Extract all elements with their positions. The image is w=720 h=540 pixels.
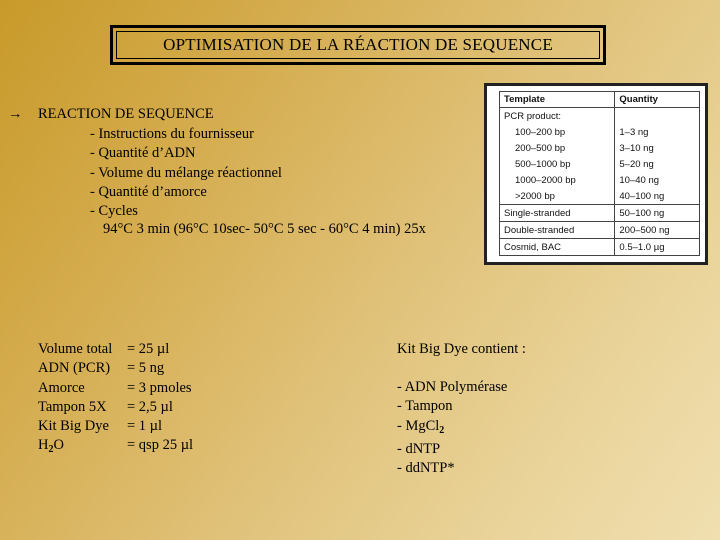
list-item: - Quantité d’ADN (90, 145, 196, 162)
table-cell: 40–100 ng (615, 188, 700, 205)
cycles-detail: 94°C 3 min (96°C 10sec- 50°C 5 sec - 60°C 4 min) 25x (103, 221, 426, 237)
volume-label: Kit Big Dye (38, 418, 109, 435)
table-cell: >2000 bp (500, 188, 615, 205)
volume-value: = 25 µl (127, 341, 170, 357)
volume-row (38, 417, 193, 436)
table-cell: 50–100 ng (615, 205, 700, 222)
volume-list (38, 340, 193, 460)
volume-value: = 5 ng (127, 360, 165, 377)
table-cell: 1000–2000 bp (500, 172, 615, 188)
table-cell: Single-stranded (500, 205, 615, 222)
table-header-row (500, 92, 700, 108)
volume-label: ADN (PCR) (38, 360, 111, 377)
table-row (500, 108, 700, 125)
template-table-image (484, 83, 708, 265)
table-cell: PCR product: (500, 108, 615, 125)
table-cell: Double-stranded (500, 222, 615, 239)
table-cell: 100–200 bp (500, 124, 615, 140)
volume-label: Amorce (38, 379, 85, 396)
table-cell: Cosmid, BAC (500, 239, 615, 256)
table-row (500, 156, 700, 172)
section-heading-text: REACTION DE SEQUENCE (38, 106, 214, 122)
list-item: - Volume du mélange réactionnel (90, 164, 282, 181)
water-label: $H_2O$ (38, 437, 64, 456)
table-header: Quantity (615, 92, 700, 108)
list-item: - dNTP (397, 440, 441, 457)
volume-row-water (38, 436, 193, 459)
table-row (500, 124, 700, 140)
table-cell: 0.5–1.0 µg (615, 239, 700, 256)
table-row (500, 239, 700, 256)
table-cell: 5–20 ng (615, 156, 700, 172)
volume-row (38, 398, 193, 417)
volume-value: = 1 µl (127, 418, 163, 435)
volume-label: Volume total (38, 341, 113, 357)
list-item-mgcl2: - MgCl$_2$ (397, 417, 445, 436)
list-item: - Cycles (90, 203, 138, 220)
kit-contents (397, 378, 507, 478)
table-cell: 200–500 bp (500, 140, 615, 156)
table-cell: 500–1000 bp (500, 156, 615, 172)
table-cell: 1–3 ng (615, 124, 700, 140)
section-heading (8, 106, 214, 123)
table-row (500, 172, 700, 188)
volume-value: = 2,5 µl (127, 398, 173, 415)
list-item: - Quantité d’amorce (90, 183, 207, 200)
table-header: Template (500, 92, 615, 108)
volume-label: Tampon 5X (38, 398, 107, 415)
volume-row (38, 379, 193, 398)
table-row (500, 188, 700, 205)
page-title: OPTIMISATION DE LA RÉACTION DE SEQUENCE (163, 35, 553, 54)
volume-value: = qsp 25 µl (127, 437, 194, 454)
table-cell (615, 108, 700, 125)
table-cell: 200–500 ng (615, 222, 700, 239)
list-item: - ADN Polymérase (397, 379, 508, 395)
table-cell: 10–40 ng (615, 172, 700, 188)
table-cell: 3–10 ng (615, 140, 700, 156)
volume-row (38, 340, 193, 359)
template-table (499, 91, 700, 256)
list-item: - ddNTP* (397, 460, 455, 477)
list-item: - Tampon (397, 398, 453, 415)
arrow-right-icon: → (8, 106, 23, 122)
kit-heading: Kit Big Dye contient : (397, 341, 526, 357)
title-box (110, 25, 606, 65)
volume-value: = 3 pmoles (127, 379, 192, 396)
volume-row (38, 359, 193, 378)
table-row (500, 222, 700, 239)
table-row (500, 140, 700, 156)
section-items (90, 125, 282, 221)
table-row (500, 205, 700, 222)
list-item: - Instructions du fournisseur (90, 126, 254, 142)
